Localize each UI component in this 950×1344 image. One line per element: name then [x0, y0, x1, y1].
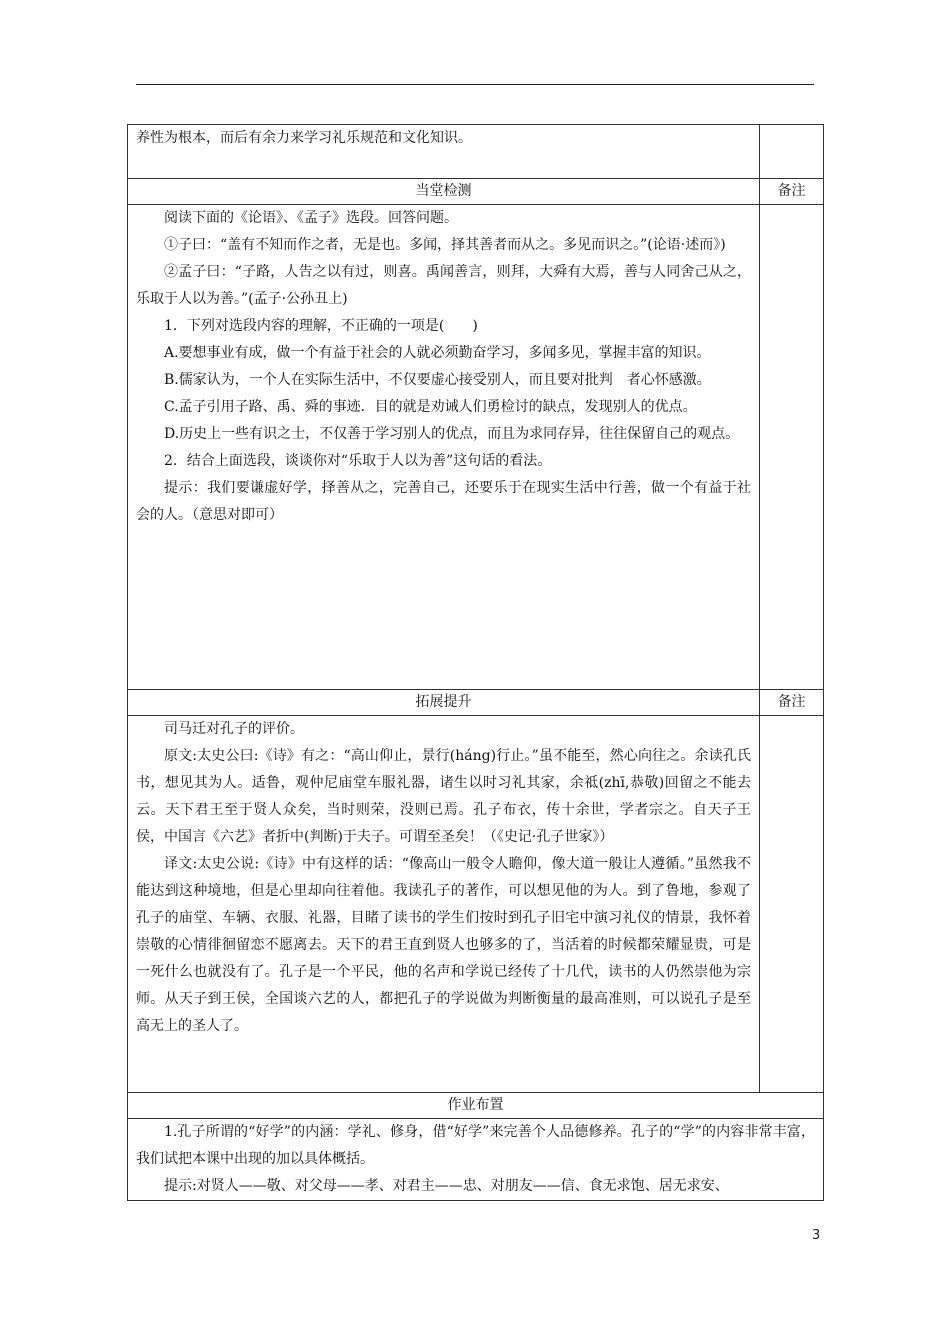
- intro-text: 养性为根本，而后有余力来学习礼乐规范和文化知识。: [136, 130, 472, 146]
- section1-paragraph: ①子曰：“盖有不知而作之者，无是也。多闻，择其善者而从之。多见而识之。”(论语·述而》): [164, 237, 726, 253]
- section3-title: 作业布置: [128, 1093, 824, 1119]
- header-rule: [136, 84, 814, 85]
- section2-note-label: 备注: [760, 690, 824, 716]
- section3-paragraph: 1.孔子所谓的“好学”的内涵：学礼、修身，借“好学”来完善个人品德修养。孔子的“学”的内容非常丰富，我们试把本课中出现的加以具体概括。: [136, 1124, 815, 1167]
- section1-paragraph: 阅读下面的《论语》、《孟子》选段。回答问题。: [164, 210, 458, 226]
- intro-note-cell: [760, 125, 824, 179]
- section2-title: 拓展提升: [128, 690, 760, 716]
- section2-body-row: [128, 716, 824, 1093]
- section2-paragraph: 司马迁对孔子的评价。: [164, 721, 304, 737]
- section2-paragraph: 原文:太史公曰:《诗》有之：“高山仰止，景行(háng)行止。”虽不能至，然心向往之。余读孔氏书，想见其为人。适鲁，观仲尼庙堂车服礼器，诸生以时习礼其家，余祗(zhī,恭敬)回留之不能去云。天下君王至于贤人众矣，当时则荣，没则已焉。孔子布衣，传十余世，学者宗之。自天子王侯，中国言《六艺》者折中(判断)于夫子。可谓至圣矣！（《史记·孔子世家》）: [136, 748, 751, 845]
- section2-header-row: [128, 690, 824, 716]
- section3-body-row: [128, 1119, 824, 1201]
- section1-body-row: [128, 205, 824, 690]
- section1-title: 当堂检测: [128, 179, 760, 205]
- page-number: 3: [812, 1228, 821, 1243]
- lesson-table: [127, 124, 824, 1201]
- intro-row: [128, 125, 824, 179]
- section3-header-row: [128, 1093, 824, 1119]
- section1-paragraph: 提示：我们要谦虚好学，择善从之，完善自己，还要乐于在现实生活中行善，做一个有益于社会的人。（意思对即可）: [136, 480, 751, 523]
- section1-paragraph: D.历史上一些有识之士，不仅善于学习别人的优点，而且为求同存异，往往保留自己的观点。: [164, 426, 740, 442]
- section3-body: [128, 1119, 824, 1201]
- section2-note-cell: [760, 716, 824, 1093]
- section1-paragraph: 1．下列对选段内容的理解，不正确的一项是( ): [164, 318, 478, 334]
- section2-body: [128, 716, 760, 1093]
- section1-paragraph: ②孟子曰：“子路，人告之以有过，则喜。禹闻善言，则拜，大舜有大焉，善与人同舍己从之，乐取于人以为善。”(孟子·公孙丑上): [136, 264, 751, 307]
- section1-paragraph: 2．结合上面选段，谈谈你对“乐取于人以为善”这句话的看法。: [164, 453, 552, 469]
- section1-paragraph: A.要想事业有成，做一个有益于社会的人就必须勤奋学习，多闻多见，掌握丰富的知识。: [164, 345, 711, 361]
- section3-paragraph: 提示:对贤人——敬、对父母——孝、对君主——忠、对朋友——信、食无求饱、居无求安、: [164, 1178, 729, 1194]
- section1-paragraph: C.孟子引用子路、禹、舜的事迹．目的就是劝诫人们勇检讨的缺点，发现别人的优点。: [164, 399, 697, 415]
- intro-cell: [128, 125, 760, 179]
- section1-note-label: 备注: [760, 179, 824, 205]
- section1-body: [128, 205, 760, 690]
- section1-note-cell: [760, 205, 824, 690]
- section2-paragraph: 译文:太史公说:《诗》中有这样的话：“像高山一般令人瞻仰，像大道一般让人遵循。”虽然我不能达到这种境地，但是心里却向往着他。我读孔子的著作，可以想见他的为人。到了鲁地，参观了孔子的庙堂、车辆、衣服、礼器，目睹了读书的学生们按时到孔子旧宅中演习礼仪的情景，我怀着崇敬的心情徘徊留恋不愿离去。天下的君王直到贤人也够多的了，当活着的时候都荣耀显贵，可是一死什么也就没有了。孔子是一个平民，他的名声和学说已经传了十几代，读书的人仍然崇他为宗师。从天子到王侯，全国谈六艺的人，都把孔子的学说做为判断衡量的最高准则，可以说孔子是至高无上的圣人了。: [136, 856, 751, 1034]
- section1-header-row: [128, 179, 824, 205]
- section1-paragraph: B.儒家认为，一个人在实际生活中，不仅要虚心接受别人，而且要对批判 者心怀感激。: [164, 372, 711, 388]
